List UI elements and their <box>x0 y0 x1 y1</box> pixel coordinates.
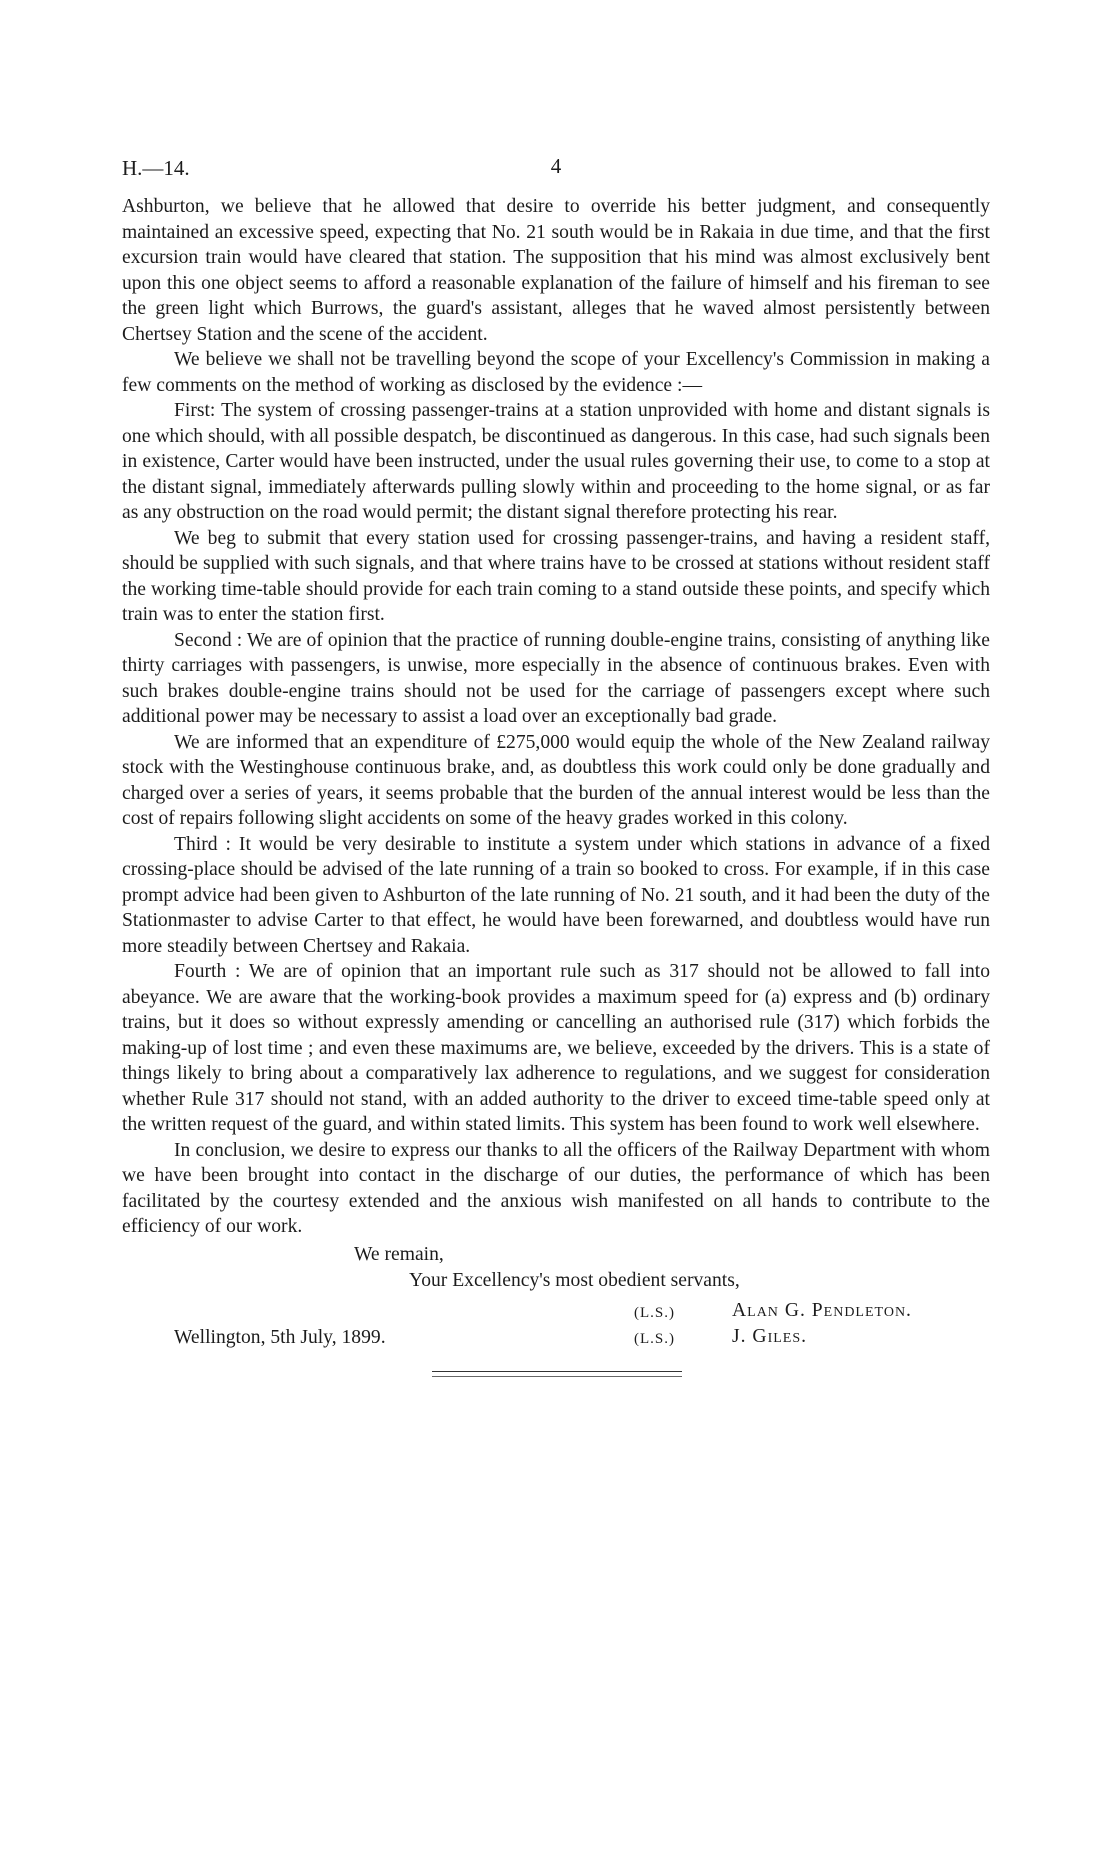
closing-remain: We remain, <box>354 1243 444 1265</box>
document-reference: H.—14. <box>122 156 190 180</box>
paragraph: In conclusion, we desire to express our thanks to all the officers of the Railway Department with whom we have been brought into contact in the discharge of our duties, the performance of which has been facilitated by the courtesy extended and the anxious wish manifested on all hands to contribute to the efficiency of our work. <box>122 1139 990 1237</box>
paragraph: Third : It would be very desirable to institute a system under which stations in advance of a fixed crossing-place should be advised of the late running of a train so booked to cross. For example, if in this case prompt advice had been given to Ashburton of the late running of No. 21 south, and it had been the duty of the Stationmaster to advise Carter to that effect, he would have been forewarned, and doubtless would have run more steadily between Chertsey and Rakaia. <box>122 833 990 957</box>
place-date: Wellington, 5th July, 1899. <box>174 1326 386 1348</box>
paragraph: We beg to submit that every station used for crossing passenger-trains, and having a resident staff, should be supplied with such signals, and that where trains have to be crossed at stations without resident staff the working time-table should provide for each train coming to a stand outside these points, and specify which train was to enter the station first. <box>122 527 990 625</box>
seal-mark: (L.S.) <box>634 1330 675 1347</box>
signatory-name: Alan G. Pendleton. <box>732 1299 912 1321</box>
paragraph: We are informed that an expenditure of £275,000 would equip the whole of the New Zealand railway stock with the Westinghouse continuous brake, and, as doubtless this work could only be done gradually and charged over a series of years, it seems probable that the burden of the annual interest would be less than the cost of repairs following slight accidents on some of the heavy grades worked in this colony. <box>122 731 990 829</box>
paragraph: We believe we shall not be travelling beyond the scope of your Excellency's Commission in making a few comments on the method of working as disclosed by the evidence :— <box>122 349 990 396</box>
seal-mark: (L.S.) <box>634 1304 675 1321</box>
paragraph: Second : We are of opinion that the practice of running double-engine trains, consisting of anything like thirty carriages with passengers, is unwise, more especially in the absence of continuous brakes. Even with such brakes double-engine trains should not be used for the carriage of passengers except where such additional power may be necessary to assist a load over an exceptionally bad grade. <box>122 629 990 727</box>
signature-block <box>122 1298 990 1354</box>
page-number: 4 <box>550 154 562 178</box>
document-page <box>122 150 990 1354</box>
end-divider-rule <box>432 1371 682 1377</box>
paragraph: First: The system of crossing passenger-trains at a station unprovided with home and distant signals is one which should, with all possible despatch, be discontinued as dangerous. In this case, had such signals been in existence, Carter would have been instructed, under the usual rules governing their use, to come to a stop at the distant signal, immediately afterwards pulling slowly within and proceeding to the home signal, or as far as any obstruction on the road would permit; the distant signal therefore protecting his rear. <box>122 400 990 523</box>
closing-block <box>122 1242 990 1354</box>
page-header <box>122 150 990 194</box>
paragraph: Ashburton, we believe that he allowed that desire to override his better judgment, and consequently maintained an excessive speed, expecting that No. 21 south would be in Rakaia in due time, and that the first excursion train would have cleared that station. The supposition that his mind was almost exclusively bent upon this one object seems to afford a reasonable explanation of the failure of himself and his fireman to see the green light which Burrows, the guard's assistant, alleges that he waved almost persistently between Chertsey Station and the scene of the accident. <box>122 196 990 345</box>
paragraph: Fourth : We are of opinion that an important rule such as 317 should not be allowed to fall into abeyance. We are aware that the working-book provides a maximum speed for (a) express and (b) ordinary trains, but it does so without expressly amending or cancelling an authorised rule (317) which forbids the making-up of lost time ; and even these maximums are, we believe, exceeded by the drivers. This is a state of things likely to bring about a comparatively lax adherence to regulations, and we suggest for consideration whether Rule 317 should not stand, with an added authority to the driver to exceed time-table speed only at the written request of the guard, and within stated limits. This system has been found to work well elsewhere. <box>122 961 990 1135</box>
document-body <box>122 194 990 1240</box>
closing-servants: Your Excellency's most obedient servants, <box>409 1269 740 1291</box>
signatory-name: J. Giles. <box>732 1325 808 1347</box>
